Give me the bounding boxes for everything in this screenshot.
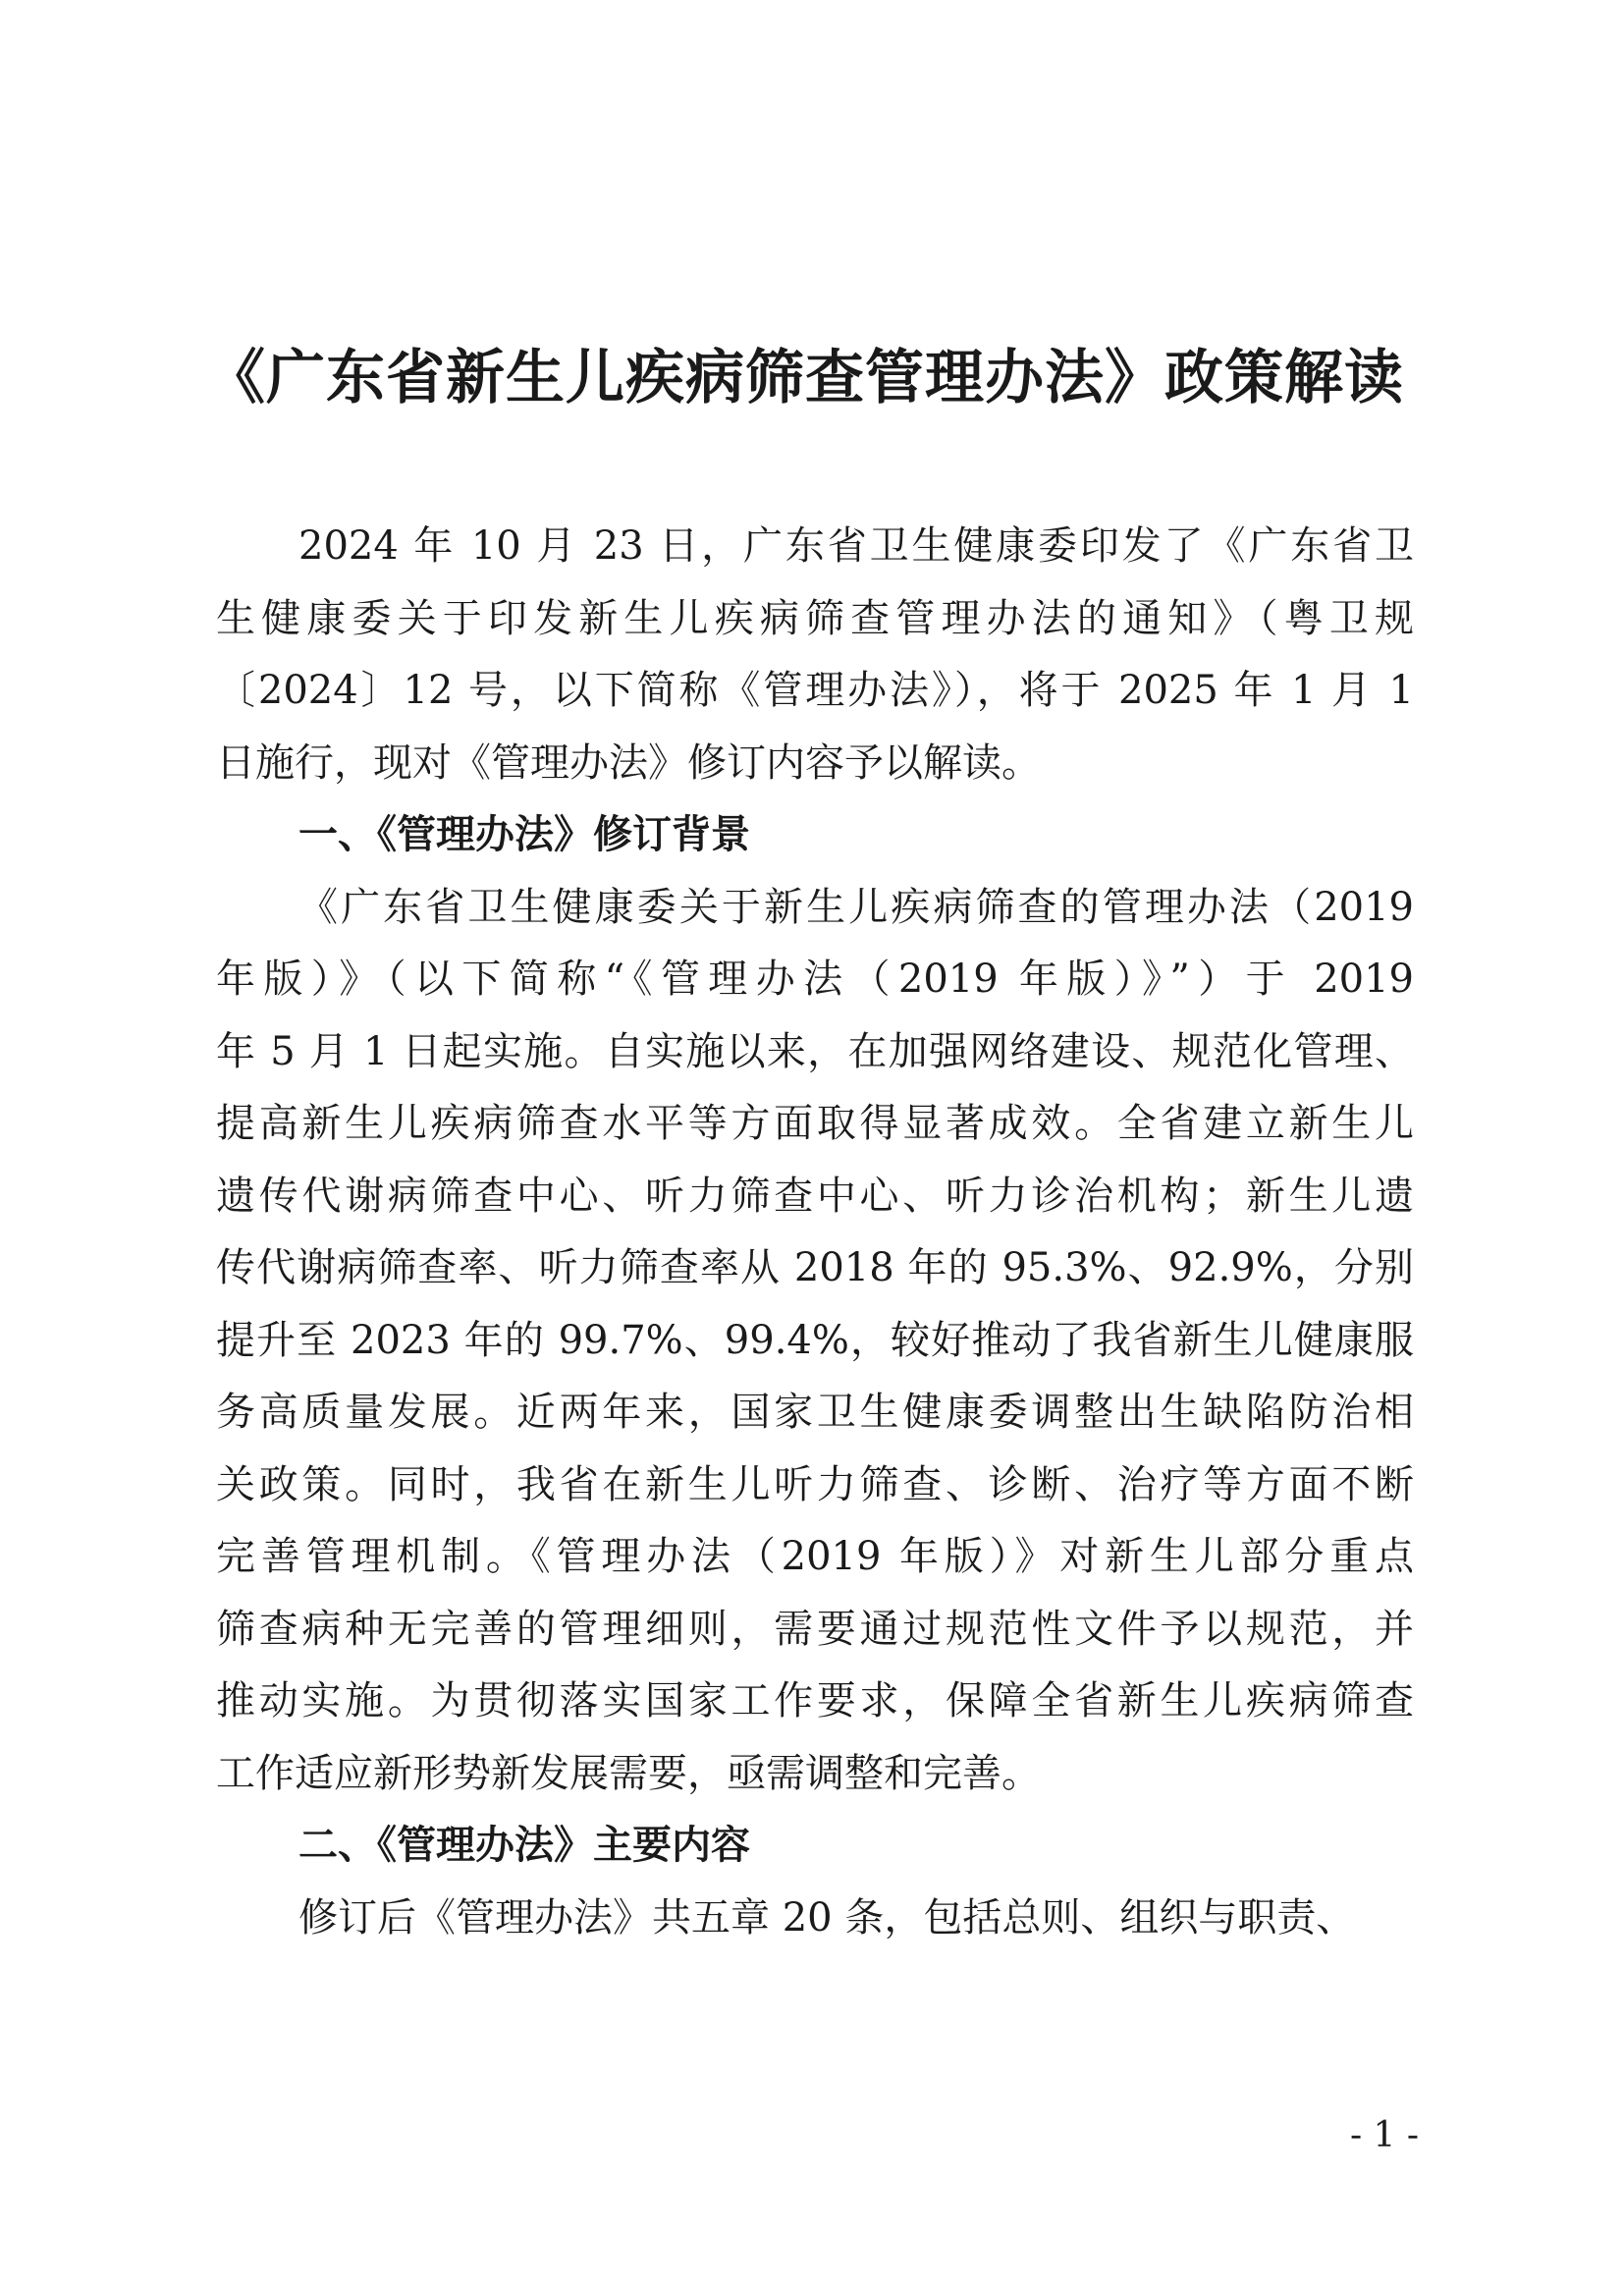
paragraph-line: 提升至 2023 年的 99.7%、99.4%，较好推动了我省新生儿健康服 [216, 1317, 1414, 1363]
paragraph-line: 2024 年 10 月 23 日，广东省卫生健康委印发了《广东省卫 [298, 523, 1414, 569]
paragraph [216, 511, 1414, 799]
paragraph-line: 年 5 月 1 日起实施。自实施以来，在加强网络建设、规范化管理、 [216, 1028, 1414, 1074]
paragraph-line: 筛查病种无完善的管理细则，需要通过规范性文件予以规范，并 [216, 1606, 1414, 1652]
paragraph-line: 推动实施。为贯彻落实国家工作要求，保障全省新生儿疾病筛查 [216, 1678, 1414, 1723]
paragraph [216, 872, 1414, 1811]
paragraph-line: 〔2024〕12 号，以下简称《管理办法》），将于 2025 年 1 月 1 [216, 668, 1414, 713]
section-heading: 一、《管理办法》修订背景 [298, 812, 750, 857]
paragraph-line: 《广东省卫生健康委关于新生儿疾病筛查的管理办法（2019 [298, 884, 1414, 930]
document-body [216, 511, 1414, 1954]
paragraph-line: 日施行，现对《管理办法》修订内容予以解读。 [216, 739, 1041, 786]
paragraph-line: 生健康委关于印发新生儿疾病筛查管理办法的通知》（粤卫规 [216, 595, 1414, 641]
document-title: 《广东省新生儿疾病筛查管理办法》政策解读 [206, 344, 1404, 412]
paragraph [216, 1883, 1414, 1955]
paragraph-line: 遗传代谢病筛查中心、听力筛查中心、听力诊治机构；新生儿遗 [216, 1173, 1414, 1219]
paragraph-line: 关政策。同时，我省在新生儿听力筛查、诊断、治疗等方面不断 [216, 1461, 1414, 1507]
paragraph-line: 务高质量发展。近两年来，国家卫生健康委调整出生缺陷防治相 [216, 1390, 1414, 1435]
paragraph-line: 工作适应新形势新发展需要，亟需调整和完善。 [216, 1750, 1041, 1796]
paragraph-line: 传代谢病筛查率、听力筛查率从 2018 年的 95.3%、92.9%，分别 [216, 1245, 1414, 1290]
paragraph-line: 完善管理机制。《管理办法（2019 年版）》对新生儿部分重点 [216, 1534, 1414, 1579]
page-number: - 1 - [1349, 2115, 1420, 2156]
paragraph-line: 年版）》（以下简称“《管理办法（2019 年版）》”）于 2019 [216, 957, 1414, 1002]
paragraph-line: 修订后《管理办法》共五章 20 条，包括总则、组织与职责、 [298, 1894, 1356, 1941]
paragraph-line: 提高新生儿疾病筛查水平等方面取得显著成效。全省建立新生儿 [216, 1101, 1414, 1146]
section-heading: 二、《管理办法》主要内容 [298, 1823, 750, 1868]
